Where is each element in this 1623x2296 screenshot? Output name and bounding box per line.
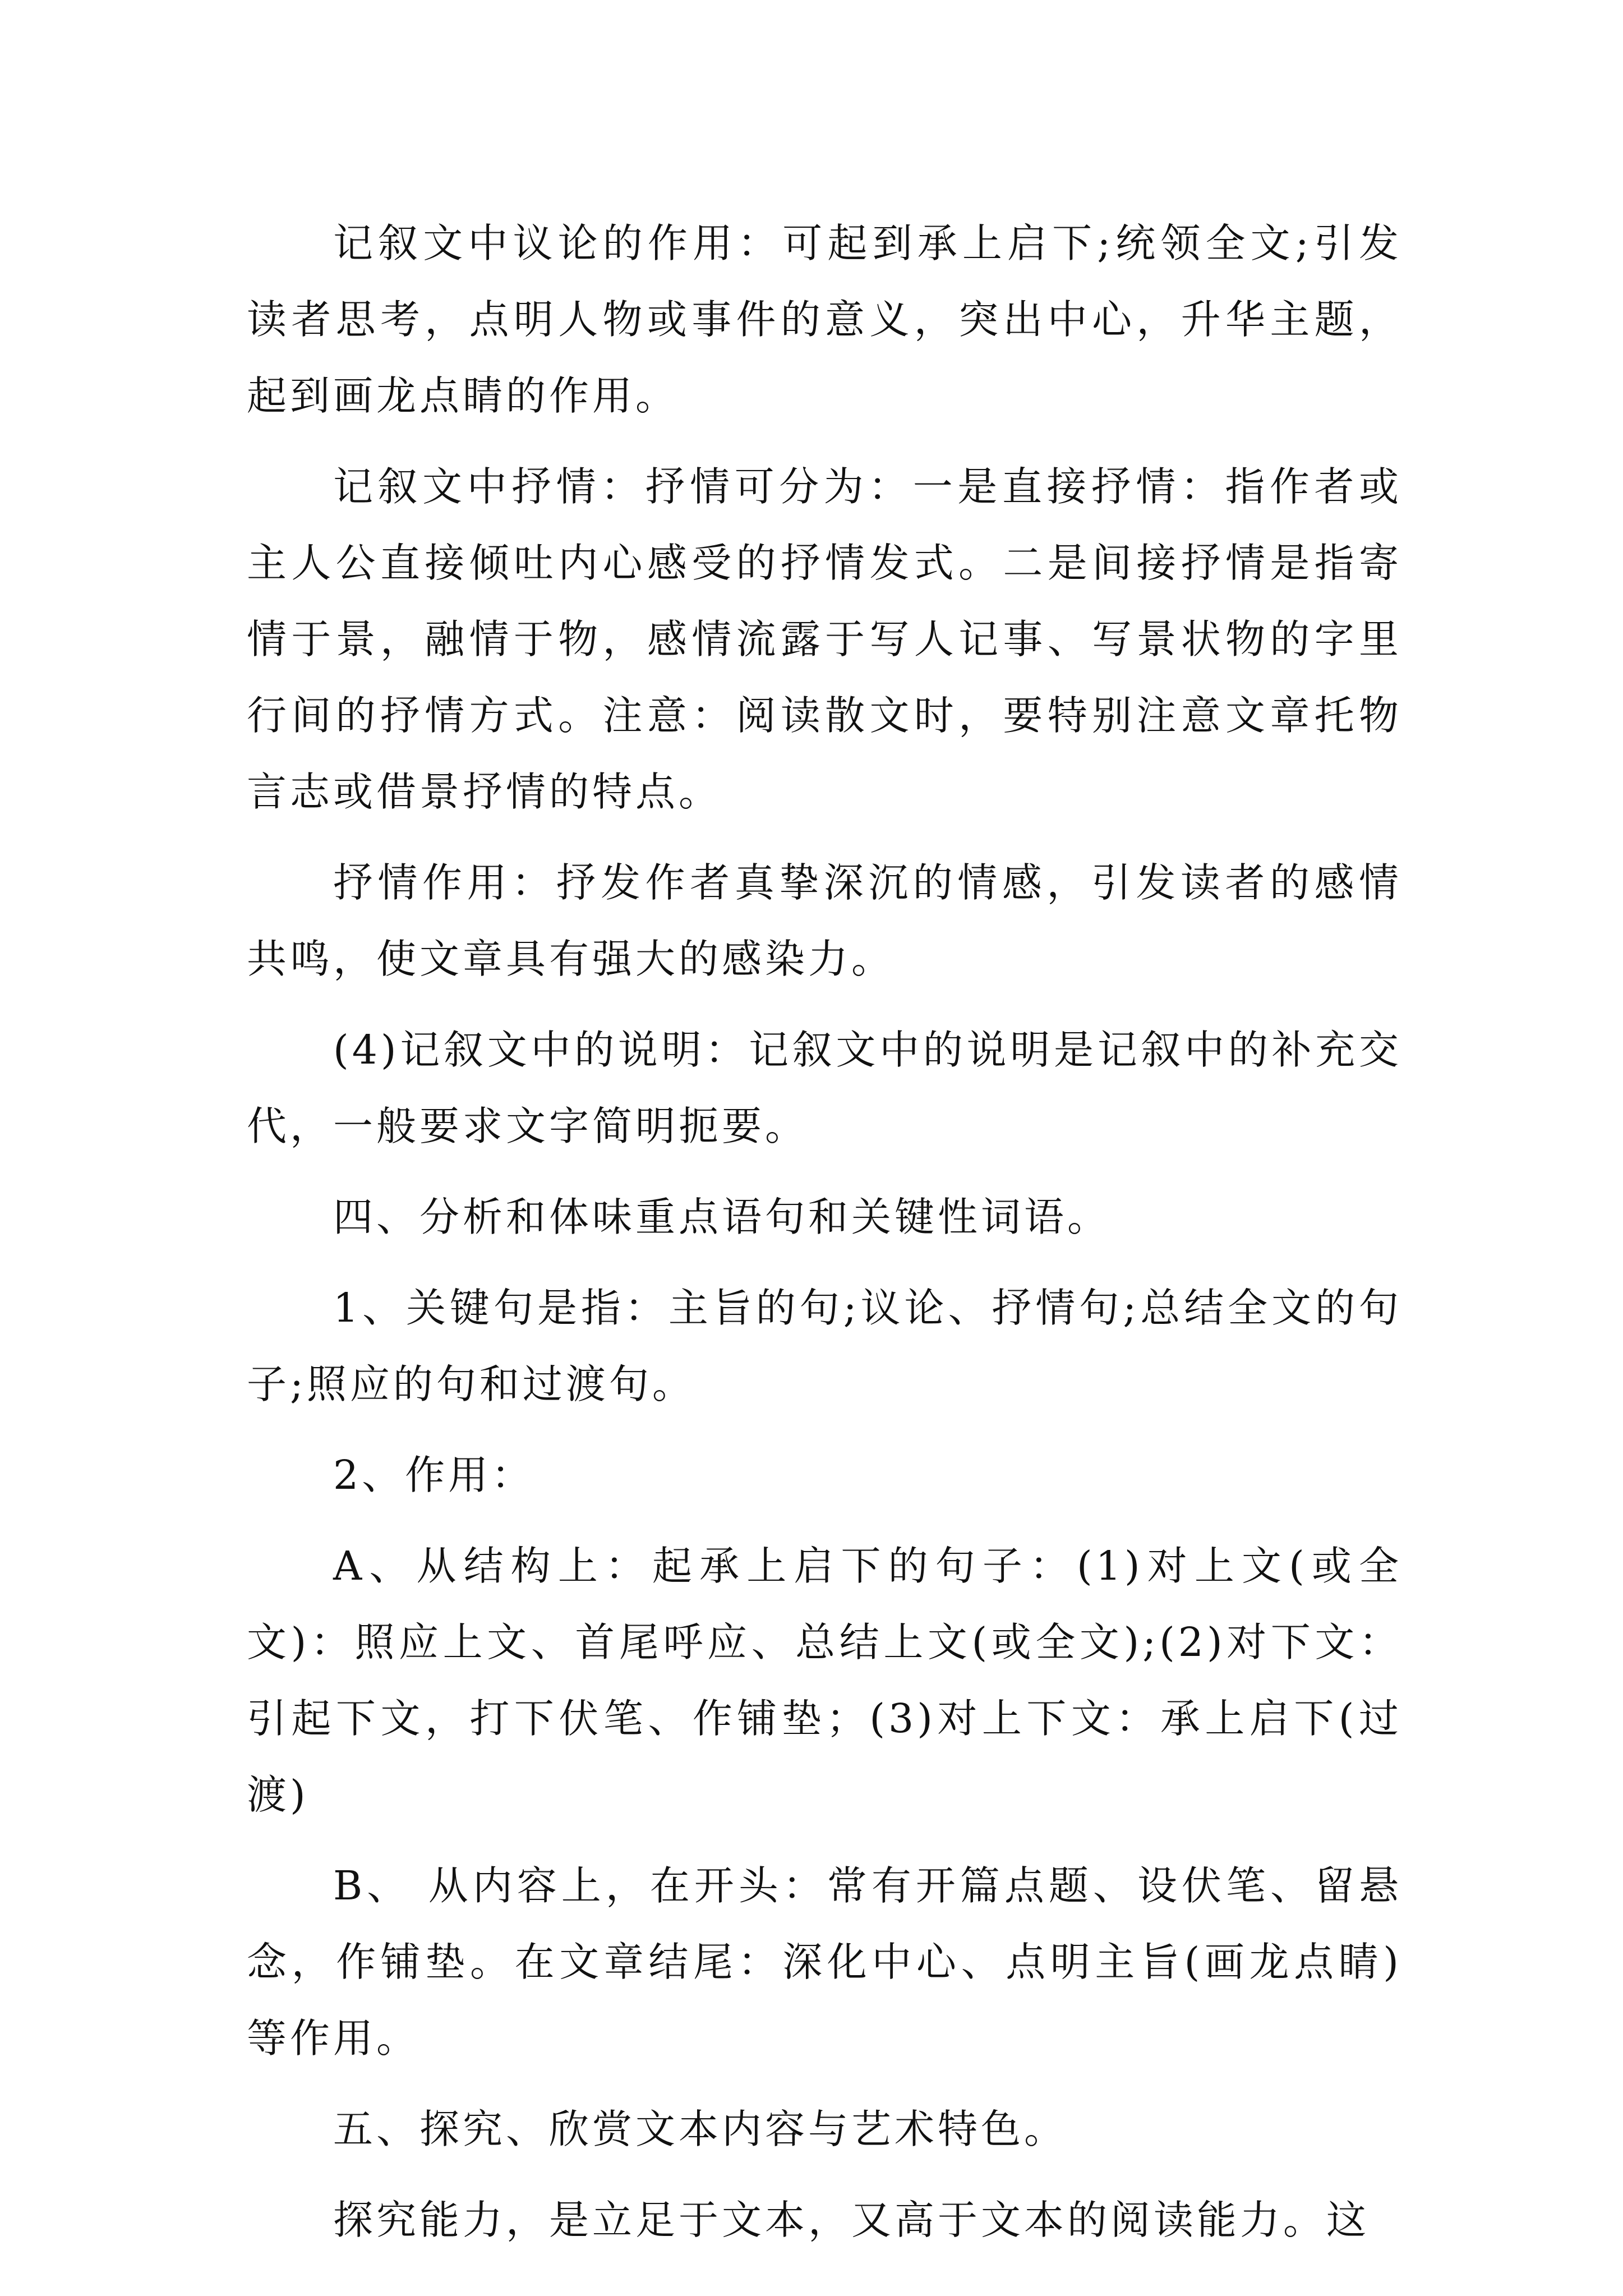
paragraph-key-sentences: 1、关键句是指：主旨的句;议论、抒情句;总结全文的句子;照应的句和过渡句。 [247,1285,1402,1407]
paragraph-explanation: (4)记叙文中的说明：记叙文中的说明是记叙中的补充交代，一般要求文字简明扼要。 [247,1027,1402,1149]
section-heading-four: 四、分析和体味重点语句和关键性词语。 [333,1194,1111,1240]
paragraph-lyric-types: 记叙文中抒情：抒情可分为：一是直接抒情：指作者或主人公直接倾吐内心感受的抒情发式。二是间接抒情是指寄情于景，融情于物，感情流露于写人记事、写景状物的字里行间的抒情方式。注意：阅读散文时，要特别注意文章托物言志或借景抒情的特点。 [247,463,1402,815]
paragraph-lyric-effect: 抒情作用：抒发作者真挚深沉的情感，引发读者的感情共鸣，使文章具有强大的感染力。 [247,859,1402,982]
paragraph-content-function: B、 从内容上，在开头：常有开篇点题、设伏笔、留悬念，作铺垫。在文章结尾：深化中心、点明主旨(画龙点睛)等作用。 [247,1862,1402,2062]
paragraph-discussion-role: 记叙文中议论的作用：可起到承上启下;统领全文;引发读者思考，点明人物或事件的意义，突出中心，升华主题，起到画龙点睛的作用。 [247,220,1402,419]
paragraph-structure-function: A、从结构上：起承上启下的句子：(1)对上文(或全文)：照应上文、首尾呼应、总结上文(或全文);(2)对下文：引起下文，打下伏笔、作铺垫；(3)对上下文：承上启下(过渡) [247,1543,1402,1818]
paragraph-function-heading: 2、作用： [333,1452,535,1498]
document-body [247,205,1402,2273]
paragraph-inquiry-ability: 探究能力，是立足于文本，又高于文本的阅读能力。这 [333,2197,1370,2243]
section-heading-five: 五、探究、欣赏文本内容与艺术特色。 [333,2106,1068,2152]
